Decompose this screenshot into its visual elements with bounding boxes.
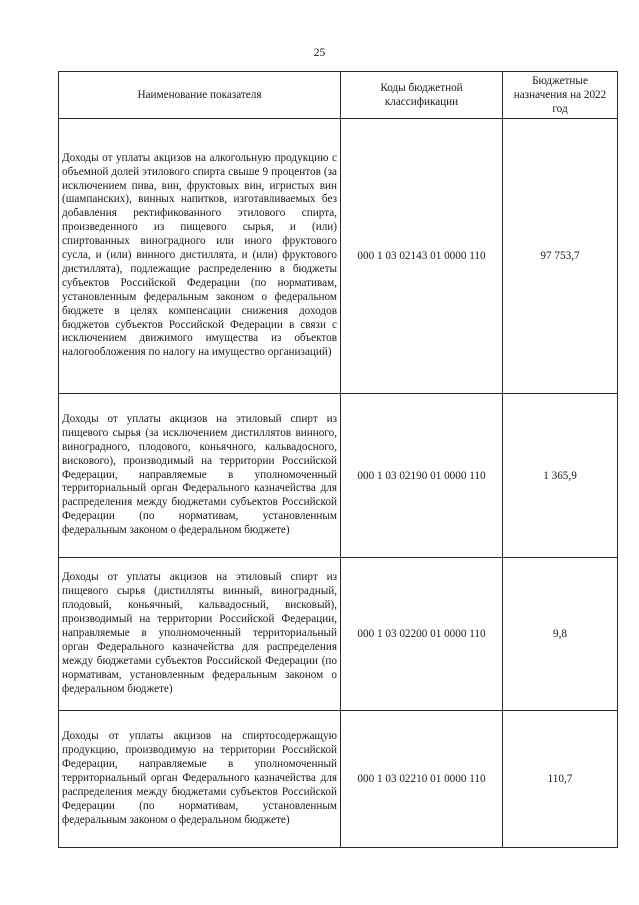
header-name: Наименование показателя [59,72,341,119]
budget-value: 9,8 [503,558,618,711]
budget-value: 97 753,7 [503,119,618,394]
header-value: Бюджетные назначения на 2022 год [503,72,618,119]
table-row [59,394,618,558]
table-row [59,119,618,394]
budget-value: 1 365,9 [503,394,618,558]
budget-code: 000 1 03 02210 01 0000 110 [341,711,503,848]
budget-code: 000 1 03 02143 01 0000 110 [341,119,503,394]
indicator-name: Доходы от уплаты акцизов на этиловый спирт из пищевого сырья (дистилляты винный, виноградный, плодовый, коньячный, кальвадосный, висковый), производимый на территории Российской Федерации, направляемые в уполномоченный территориальный орган Федерального казначейства для распределения между бюджетами субъектов Российской Федерации (по нормативам, установленным федеральным законом о федеральном бюджете) [59,558,341,711]
budget-table [58,71,618,848]
indicator-name: Доходы от уплаты акцизов на алкогольную продукцию с объемной долей этилового спирта свыше 9 процентов (за исключением пива, вин, фруктовых вин, игристых вин (шампанских), винных напитков, изготавливаемых без добавления ректификованного этилового спирта, произведенного из пищевого сырья, и (или) спиртованных виноградного или иного фруктового сусла, и (или) винного дистиллята, и (или) фруктового дистиллята), подлежащие распределению в бюджеты субъектов Российской Федерации (по нормативам, установленным федеральным законом о федеральном бюджете в целях компенсации снижения доходов бюджетов субъектов Российской Федерации в связи с исключением движимого имущества из объектов налогообложения по налогу на имущество организаций) [59,119,341,394]
indicator-name: Доходы от уплаты акцизов на этиловый спирт из пищевого сырья (за исключением дистиллятов винного, виноградного, плодового, коньячного, кальвадосного, вискового), производимый на территории Российской Федерации, направляемые в уполномоченный территориальный орган Федерального казначейства для распределения между бюджетами субъектов Российской Федерации (по нормативам, установленным федеральным законом о федеральном бюджете) [59,394,341,558]
table-row [59,711,618,848]
header-code: Коды бюджетной классификации [341,72,503,119]
budget-code: 000 1 03 02190 01 0000 110 [341,394,503,558]
table-header-row [59,72,618,119]
page-number: 25 [313,47,326,59]
budget-value: 110,7 [503,711,618,848]
table-row [59,558,618,711]
indicator-name: Доходы от уплаты акцизов на спиртосодержащую продукцию, производимую на территории Российской Федерации, направляемые в уполномоченный территориальный орган Федерального казначейства для распределения между бюджетами субъектов Российской Федерации (по нормативам, установленным федеральным законом о федеральном бюджете) [59,711,341,848]
budget-code: 000 1 03 02200 01 0000 110 [341,558,503,711]
